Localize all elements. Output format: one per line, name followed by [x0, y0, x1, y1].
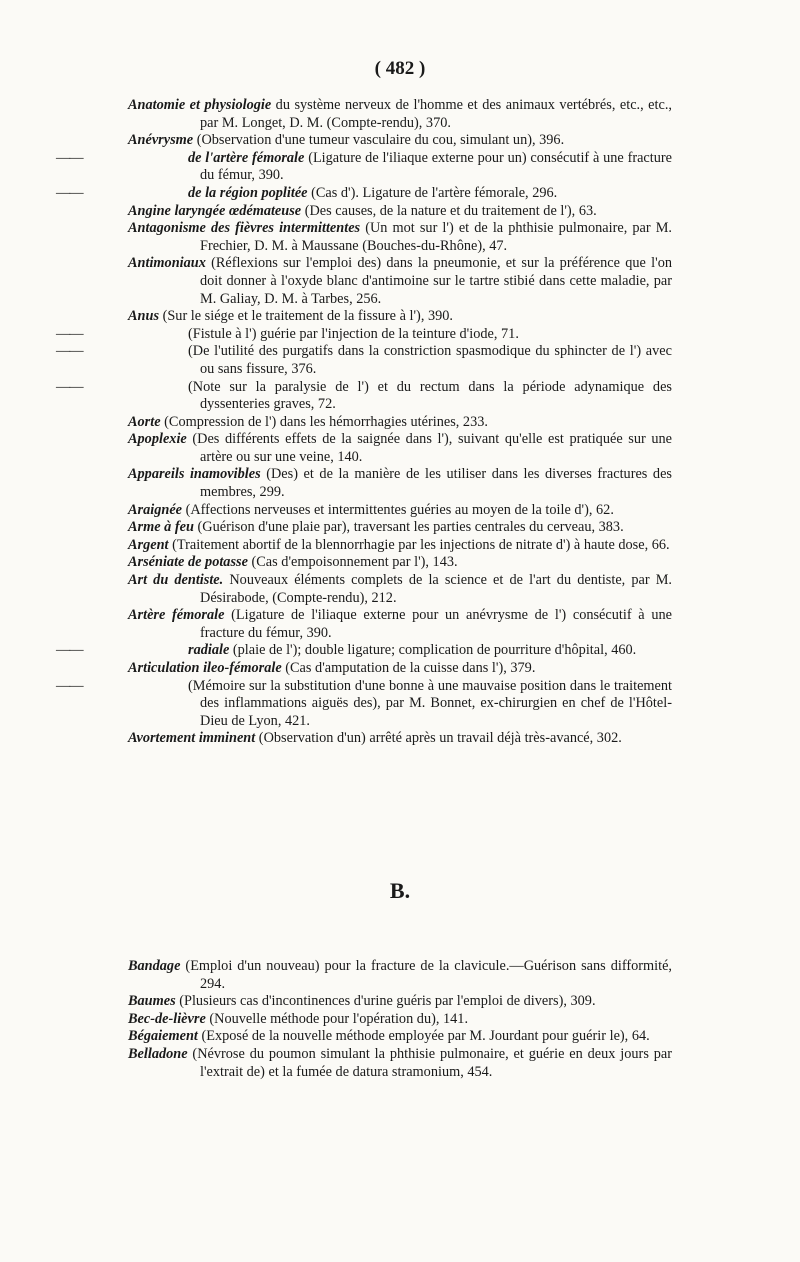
entry-text: (Ligature de l'iliaque externe pour un anévrysme de l') consécutif à une fracture du fémur, 390. — [200, 607, 672, 641]
entry-heading: Appareils inamovibles — [128, 466, 261, 483]
entry-heading: Antimoniaux — [128, 255, 206, 272]
index-entry — [128, 132, 672, 150]
entry-heading: Art du dentiste. — [128, 572, 224, 589]
index-section-b — [128, 958, 672, 1081]
entry-heading: Bandage — [128, 958, 181, 974]
ditto-dash: —— — [56, 642, 83, 659]
entry-heading: Arséniate de potasse — [128, 554, 248, 571]
entry-text: (Des différents effets de la saignée dans l'), suivant qu'elle est pratiquée sur une artère ou sur une veine, 140. — [186, 431, 672, 465]
index-entry — [128, 1011, 672, 1029]
index-entry — [128, 466, 672, 501]
index-entry — [128, 1028, 672, 1046]
entry-heading: Anatomie et physiologie — [128, 97, 272, 113]
entry-text: (Des causes, de la nature et du traitement de l'), 63. — [301, 202, 597, 219]
page-number: ( 482 ) — [374, 58, 426, 79]
entry-text: (Observation d'une tumeur vasculaire du cou, simulant un), 396. — [193, 132, 565, 149]
index-entry — [128, 730, 672, 748]
entry-heading: Belladone — [128, 1045, 188, 1062]
index-entry — [56, 343, 672, 378]
index-entry — [128, 1046, 672, 1081]
index-entry — [56, 378, 672, 414]
entry-heading: Bégaiement — [128, 1028, 198, 1045]
entry-text: (Traitement abortif de la blennorrhagie par les injections de nitrate d') à haute dose, 66. — [168, 536, 670, 553]
index-entry — [128, 660, 672, 678]
entry-heading: Araignée — [128, 501, 183, 518]
index-entry — [128, 607, 672, 642]
entry-text: (plaie de l'); double ligature; complication de pourriture d'hôpital, 460. — [229, 642, 637, 659]
entry-text: (Ligature de l'iliaque externe pour un) consécutif à une fracture du fémur, 390. — [200, 149, 673, 184]
entry-heading: Argent — [128, 536, 169, 553]
entry-heading: Anévrysme — [128, 132, 194, 149]
index-entry — [56, 184, 672, 203]
index-entry — [128, 308, 672, 326]
index-entry — [128, 554, 672, 572]
index-entry — [128, 993, 672, 1011]
entry-text: (Des) et de la manière de les utiliser dans les diverses fractures des membres, 299. — [200, 466, 672, 501]
entry-text: Nouveaux éléments complets de la science et de l'art du dentiste, par M. Désirabode, (Compte-rendu), 212. — [200, 572, 672, 606]
entry-heading: Bec-de-lièvre — [128, 1010, 206, 1027]
entry-heading: Arme à feu — [128, 519, 194, 536]
ditto-dash: —— — [56, 325, 83, 342]
entry-text: (Compression de l') dans les hémorrhagies utérines, 233. — [160, 413, 488, 430]
entry-heading: Angine laryngée œdémateuse — [128, 202, 302, 219]
entry-heading: Artère fémorale — [128, 607, 225, 624]
entry-text: (Emploi d'un nouveau) pour la fracture de la clavicule.—Guérison sans difformité, 294. — [180, 958, 672, 992]
entry-text: (Note sur la paralysie de l') et du rectum dans la période adynamique des dyssenteries graves, 72. — [188, 378, 672, 413]
index-entry — [56, 642, 672, 660]
entry-heading: Antagonisme des fièvres intermittentes — [128, 220, 361, 237]
entry-text: (Guérison d'une plaie par), traversant les parties centrales du cerveau, 383. — [193, 519, 624, 536]
entry-heading: Articulation ileo-fémorale — [128, 660, 282, 676]
entry-text: (Cas d'empoisonnement par l'), 143. — [247, 554, 458, 571]
index-entry — [128, 519, 672, 537]
index-entry — [56, 149, 673, 185]
index-entry — [128, 255, 672, 308]
entry-text: (Observation d'un) arrêté après un travail déjà très-avancé, 302. — [255, 730, 622, 747]
index-entry — [128, 431, 672, 466]
ditto-dash: —— — [56, 378, 83, 395]
entry-text: (Exposé de la nouvelle méthode employée par M. Jourdant pour guérir le), 64. — [197, 1028, 650, 1045]
index-entry — [128, 572, 672, 607]
index-section-a — [56, 97, 673, 748]
entry-text: (Sur le siége et le traitement de la fissure à l'), 390. — [159, 308, 453, 325]
entry-heading: Avortement imminent — [128, 730, 256, 747]
ditto-dash: —— — [56, 149, 83, 166]
entry-heading: radiale — [188, 642, 230, 659]
entry-text: (Névrose du poumon simulant la phthisie pulmonaire, et guérie en deux jours par l'extrait de) et la fumée de datura stramonium, 454. — [187, 1045, 672, 1080]
index-entry — [56, 325, 672, 344]
entry-heading: de la région poplitée — [188, 184, 308, 201]
index-entry — [56, 677, 672, 731]
entry-text: (Réflexions sur l'emploi des) dans la pneumonie, et sur la préférence que l'on doit donner à l'oxyde blanc d'antimoine sur le tartre stibié dans cette maladie, par M. Galiay, D. M. à Tarbes, 256. — [200, 255, 672, 307]
entry-text: du système nerveux de l'homme et des animaux vertébrés, etc., etc., par M. Longet, D. M. (Compte-rendu), 370. — [200, 97, 672, 131]
entry-text: (Affections nerveuses et intermittentes guéries au moyen de la toile d'), 62. — [182, 501, 614, 518]
entry-heading: Baumes — [128, 993, 176, 1010]
index-entry — [128, 220, 672, 255]
entry-text: (Nouvelle méthode pour l'opération du), 141. — [205, 1010, 469, 1027]
entry-heading: de l'artère fémorale — [188, 149, 305, 166]
index-entry — [128, 537, 672, 555]
entry-heading: Aorte — [128, 413, 161, 430]
entry-text: (Cas d'amputation de la cuisse dans l'), 379. — [281, 660, 536, 676]
index-entry — [128, 414, 672, 432]
ditto-dash: —— — [56, 343, 83, 360]
entry-text: (Mémoire sur la substitution d'une bonne à une mauvaise position dans le traitement des inflammations aiguës des), par M. Bonnet, ex-chirurgien en chef de l'Hôtel-Dieu de Lyon, 421. — [188, 677, 672, 729]
entry-text: (Plusieurs cas d'incontinences d'urine guéris par l'emploi de divers), 309. — [175, 993, 596, 1010]
entry-text: (Cas d'). Ligature de l'artère fémorale, 296. — [307, 184, 558, 201]
index-entry — [128, 958, 672, 993]
index-entry — [128, 502, 672, 520]
ditto-dash: —— — [56, 677, 83, 694]
entry-text: (Un mot sur l') et de la phthisie pulmonaire, par M. Frechier, D. M. à Maussane (Bouches-du-Rhône), 47. — [200, 220, 672, 254]
index-entry — [128, 203, 672, 221]
entry-text: (Fistule à l') guérie par l'injection de la teinture d'iode, 71. — [188, 325, 519, 342]
entry-heading: Anus — [128, 308, 160, 325]
entry-text: (De l'utilité des purgatifs dans la constriction spasmodique du sphincter de l') avec ou sans fissure, 376. — [188, 343, 672, 377]
ditto-dash: —— — [56, 184, 83, 201]
section-letter: B. — [389, 878, 411, 903]
index-entry — [128, 97, 672, 132]
entry-heading: Apoplexie — [128, 431, 187, 448]
